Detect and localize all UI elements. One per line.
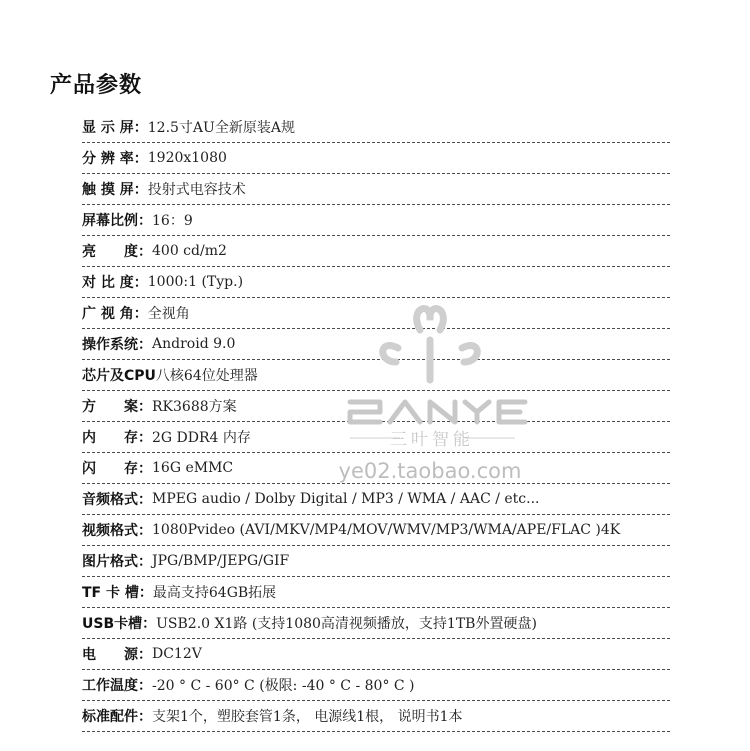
spec-label: 音频格式： — [82, 492, 152, 508]
spec-row — [82, 267, 670, 298]
spec-value: 1920x1080 — [147, 150, 227, 166]
spec-label: 方 案： — [82, 399, 152, 415]
watermark-url: ye02.taobao.com — [338, 459, 522, 483]
spec-row — [82, 701, 670, 732]
spec-value: 投射式电容技术 — [147, 182, 246, 198]
spec-row — [82, 298, 670, 329]
spec-value: 1080Pvideo (AVI/MKV/MP4/MOV/WMV/MP3/WMA/APE/FLAC )4K — [152, 522, 621, 538]
spec-row — [82, 205, 670, 236]
spec-value: 支架1个，塑胶套管1条， 电源线1根， 说明书1本 — [152, 709, 463, 725]
spec-value: DC12V — [152, 646, 202, 662]
spec-value: RK3688方案 — [152, 399, 237, 415]
spec-row — [82, 453, 670, 484]
spec-value: 最高支持64GB拓展 — [152, 585, 277, 601]
spec-label: 内 存： — [82, 430, 152, 446]
spec-row — [82, 577, 670, 608]
spec-value: 12.5寸AU全新原装A规 — [147, 120, 295, 136]
spec-row — [82, 236, 670, 267]
spec-value: 2G DDR4 内存 — [152, 430, 251, 446]
spec-label: 工作温度： — [82, 678, 152, 694]
spec-row — [82, 174, 670, 205]
spec-label: TF 卡 槽： — [82, 585, 153, 601]
spec-value: 全视角 — [147, 306, 190, 322]
spec-row — [82, 360, 670, 391]
spec-row — [82, 329, 670, 360]
page-title: 产品参数 — [50, 73, 143, 98]
spec-label: 电 源： — [82, 647, 152, 663]
spec-label: 显 示 屏： — [82, 120, 148, 136]
spec-label: USB卡槽： — [82, 616, 157, 632]
spec-row — [82, 143, 670, 174]
spec-label: 芯片及CPU — [82, 368, 156, 384]
spec-value: 400 cd/m2 — [152, 243, 227, 259]
spec-label: 对 比 度： — [82, 275, 148, 291]
spec-value: Android 9.0 — [152, 336, 236, 352]
spec-row — [82, 639, 670, 670]
spec-label: 视频格式： — [82, 523, 152, 539]
spec-label: 图片格式： — [82, 554, 152, 570]
watermark-subtitle: 三叶智能 — [390, 430, 474, 450]
spec-row — [82, 608, 670, 639]
spec-row — [82, 422, 670, 453]
spec-value: -20 ° C - 60° C (极限: -40 ° C - 80° C ) — [152, 678, 415, 694]
spec-value: 16：9 — [152, 213, 193, 229]
spec-label: 屏幕比例： — [82, 213, 152, 229]
spec-label: 标准配件： — [82, 709, 152, 725]
spec-row — [82, 546, 670, 577]
spec-label: 闪 存： — [82, 461, 152, 477]
spec-row — [82, 515, 670, 546]
spec-row — [82, 670, 670, 701]
spec-label: 触 摸 屏： — [82, 182, 148, 198]
spec-value: JPG/BMP/JEPG/GIF — [152, 553, 290, 569]
spec-value: USB2.0 X1路 (支持1080高清视频播放，支持1TB外置硬盘) — [156, 616, 537, 632]
spec-label: 亮 度： — [82, 244, 152, 260]
spec-value: 八核64位处理器 — [155, 368, 258, 384]
spec-value: 16G eMMC — [152, 460, 234, 476]
spec-label: 广 视 角： — [82, 306, 148, 322]
spec-row — [82, 484, 670, 515]
spec-value: MPEG audio / Dolby Digital / MP3 / WMA / AAC / etc... — [152, 491, 540, 507]
spec-row — [82, 391, 670, 422]
spec-value: 1000:1 (Typ.) — [147, 274, 244, 290]
spec-row — [82, 112, 670, 143]
spec-label: 分 辨 率： — [82, 151, 148, 167]
spec-label: 操作系统： — [82, 337, 152, 353]
spec-list — [82, 112, 670, 732]
